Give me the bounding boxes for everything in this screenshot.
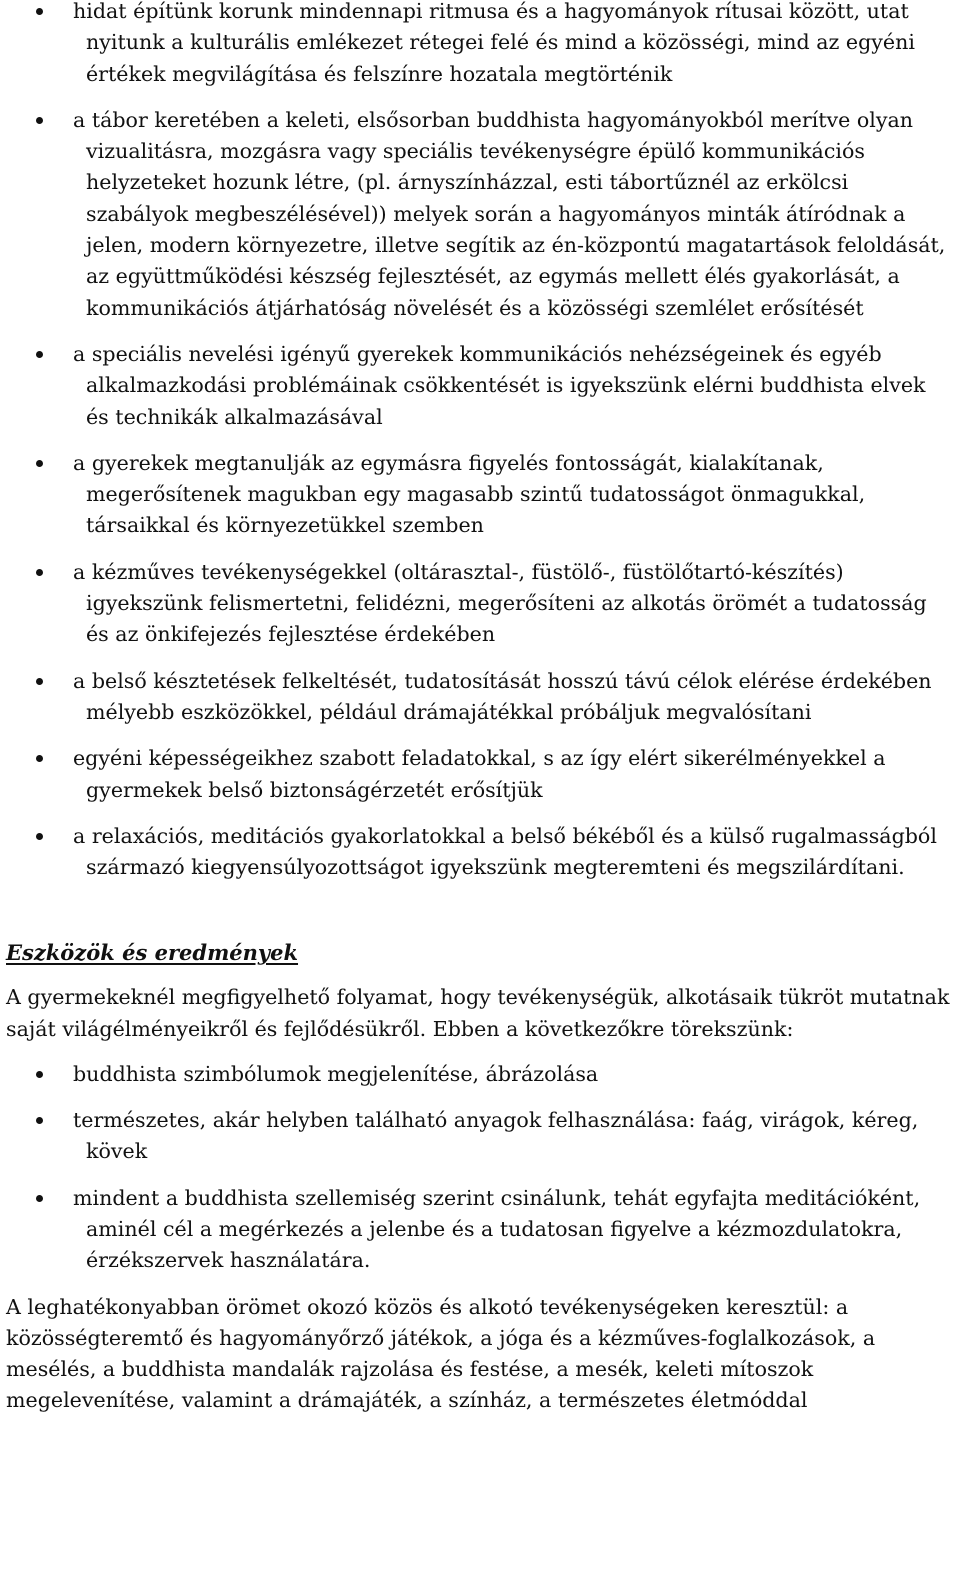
- section-heading: Eszközök és eredmények: [6, 940, 299, 966]
- list-item-text: mindent a buddhista szellemiség szerint csinálunk, tehát egyfajta meditációként, aminél cél a megérkezés a jelenbe és a tudatosan figyelve a kézmozdulatokra, érzékszervek használatára.: [73, 1185, 921, 1273]
- list-item-text: buddhista szimbólumok megjelenítése, ábrázolása: [73, 1061, 599, 1086]
- goals-list: [6, 0, 954, 883]
- bullet-icon: [36, 8, 43, 15]
- list-item: [6, 339, 954, 433]
- bullet-icon: [36, 1071, 43, 1078]
- bullet-icon: [36, 1195, 43, 1202]
- list-item: [6, 743, 954, 806]
- bullet-icon: [36, 117, 43, 124]
- list-item-text: a kézműves tevékenységekkel (oltárasztal-, füstölő-, füstölőtartó-készítés) igyekszünk felismertetni, felidézni, megerősíteni az alkotás örömét a tudatosság és az önkifejezés fejlesztése érdekében: [73, 559, 927, 647]
- list-item: [6, 1105, 954, 1168]
- list-item-text: a relaxációs, meditációs gyakorlatokkal a belső békéből és a külső rugalmasságból származó kiegyensúlyozottságot igyekszünk megteremteni és megszilárdítani.: [73, 823, 937, 880]
- list-item: [6, 0, 954, 90]
- list-item-text: természetes, akár helyben található anyagok felhasználása: faág, virágok, kéreg, kövek: [73, 1108, 919, 1164]
- list-item: [6, 1059, 954, 1090]
- list-item: [6, 448, 954, 542]
- bullet-icon: [36, 460, 43, 467]
- list-item-text: egyéni képességeikhez szabott feladatokkal, s az így elért sikerélményekkel a gyermekek belső biztonságérzetét erősítjük: [73, 746, 886, 802]
- list-item: [6, 821, 954, 884]
- paragraph-intro: A gyermekeknél megfigyelhető folyamat, hogy tevékenységük, alkotásaik tükröt mutatnak saját világélményeikről és fejlődésükről. Ebben a következőkre törekszünk:: [6, 985, 950, 1041]
- document-page: [6, 0, 954, 1416]
- paragraph-activities: A leghatékonyabban örömet okozó közös és alkotó tevékenységeken keresztül: a közösségteremtő és hagyományőrző játékok, a jóga és a kézműves-foglalkozások, a mesélés, a buddhista mandalák rajzolása és festése, a mesék, keleti mítoszok megelevenítése, valamint a drámajáték, a színház, a természetes életmóddal: [6, 1294, 876, 1413]
- bullet-icon: [36, 1117, 43, 1124]
- bullet-icon: [36, 833, 43, 840]
- bullet-icon: [36, 569, 43, 576]
- list-item-text: a gyerekek megtanulják az egymásra figyelés fontosságát, kialakítanak, megerősítenek magukban egy magasabb szintű tudatosságot önmagukkal, társaikkal és környezetükkel szemben: [73, 450, 866, 538]
- list-item: [6, 557, 954, 651]
- list-item: [6, 105, 954, 324]
- list-item-text: hidat építünk korunk mindennapi ritmusa és a hagyományok rítusai között, utat nyitunk a kulturális emlékezet rétegei felé és mind a közösségi, mind az egyéni értékek megvilágítása és felszínre hozatala megtörténik: [73, 0, 915, 86]
- list-item: [6, 666, 954, 729]
- list-item-text: a speciális nevelési igényű gyerekek kommunikációs nehézségeinek és egyéb alkalmazkodási problémáinak csökkentését is igyekszünk elérni buddhista elvek és technikák alkalmazásával: [73, 341, 926, 429]
- methods-list: [6, 1059, 954, 1277]
- bullet-icon: [36, 351, 43, 358]
- bullet-icon: [36, 755, 43, 762]
- list-item: [6, 1183, 954, 1277]
- bullet-icon: [36, 678, 43, 685]
- list-item-text: a belső késztetések felkeltését, tudatosítását hosszú távú célok elérése érdekében mélyebb eszközökkel, például drámajátékkal próbáljuk megvalósítani: [73, 668, 932, 724]
- list-item-text: a tábor keretében a keleti, elsősorban buddhista hagyományokból merítve olyan vizualitásra, mozgásra vagy speciális tevékenységre épülő kommunikációs helyzeteket hozunk létre, (pl. árnyszínházzal, esti tábortűznél az erkölcsi szabályok megbeszélésével)) melyek során a hagyományos minták átíródnak a jelen, modern környezetre, illetve segítik az én-központú magatartások feloldását, az együttműködési készség fejlesztését, az egymás mellett élés gyakorlását, a kommunikációs átjárhatóság növelését és a közösségi szemlélet erősítését: [73, 107, 946, 320]
